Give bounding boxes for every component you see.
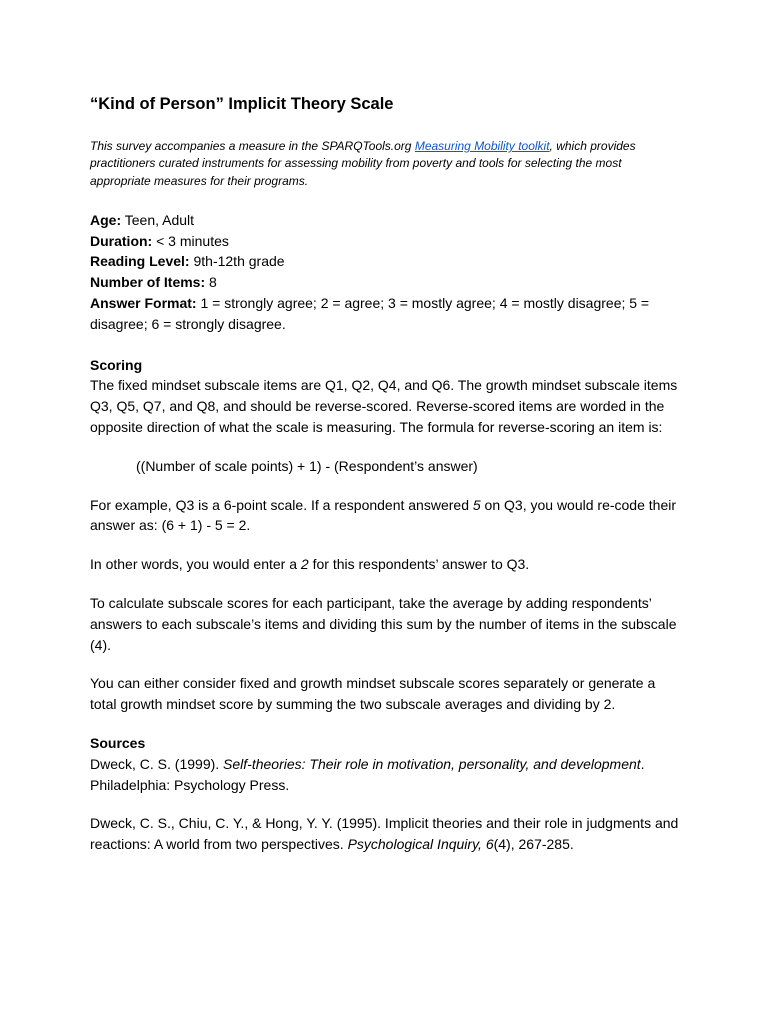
detail-value: 1 = strongly agree; 2 = agree; 3 = mostly agree; 4 = mostly disagree; 5 = disagree; 6 = strongly disagree. <box>90 295 650 332</box>
source-1-after: . Philadelphia: Psychology Press. <box>90 755 645 793</box>
detail-value: < 3 minutes <box>152 232 229 249</box>
example-text-before: For example, Q3 is a 6-point scale. If a respondent answered <box>90 496 473 513</box>
sources-heading: Sources <box>90 735 146 752</box>
example-paragraph <box>90 495 680 537</box>
reverse-scoring-formula: ((Number of scale points) + 1) - (Respondent’s answer) <box>136 457 478 474</box>
detail-label: Age: <box>90 211 122 228</box>
example-italic-value: 5 <box>472 496 481 513</box>
detail-value: Teen, Adult <box>121 211 195 228</box>
scoring-section <box>90 355 680 438</box>
source-1-title: Self-theories: Their role in motivation, personality, and development <box>223 755 641 772</box>
source-2-after: (4), 267-285. <box>493 836 574 853</box>
other-text-after: for this respondents’ answer to Q3. <box>308 556 530 573</box>
detail-label: Reading Level: <box>90 253 190 270</box>
detail-label: Duration: <box>90 232 153 249</box>
intro-text-before: This survey accompanies a measure in the SPARQTools.org <box>90 139 415 153</box>
detail-label: Answer Format: <box>90 295 197 312</box>
other-words-paragraph <box>90 554 680 575</box>
calculate-paragraph: To calculate subscale scores for each participant, take the average by adding respondents’ answers to each subscale’s items and dividing this sum by the number of items in the subscale (4). <box>90 595 677 653</box>
measure-details <box>90 210 680 335</box>
detail-duration <box>90 231 680 252</box>
measuring-mobility-toolkit-link[interactable]: Measuring Mobility toolkit <box>414 139 550 153</box>
scoring-heading: Scoring <box>90 356 143 373</box>
page-title: “Kind of Person” Implicit Theory Scale <box>90 95 394 113</box>
source-2-before: Dweck, C. S., Chiu, C. Y., & Hong, Y. Y. (1995). Implicit theories and their role in judgments and reactions: A world from two perspectives. <box>90 815 679 853</box>
detail-answer-format <box>90 293 680 335</box>
sources-section <box>90 733 680 795</box>
other-text-before: In other words, you would enter a <box>90 556 301 573</box>
intro-text-after: , which provides practitioners curated instruments for assessing mobility from poverty and tools for selecting the most appropriate measures for their programs. <box>90 139 636 188</box>
detail-value: 9th-12th grade <box>189 253 285 270</box>
example-text-after: on Q3, you would re-code their answer as: (6 + 1) - 5 = 2. <box>90 496 677 534</box>
other-italic-value: 2 <box>300 556 309 573</box>
source-1-before: Dweck, C. S. (1999). <box>90 755 224 772</box>
source-2-journal: Psychological Inquiry, 6 <box>347 836 494 853</box>
detail-number-of-items <box>90 272 680 293</box>
source-2 <box>90 813 680 855</box>
scoring-body: The fixed mindset subscale items are Q1, Q2, Q4, and Q6. The growth mindset subscale items Q3, Q5, Q7, and Q8, and should be reverse-scored. Reverse-scored items are worded in the opposite direction of what the scale is measuring. The formula for reverse-scoring an item is: <box>90 377 678 436</box>
detail-label: Number of Items: <box>90 274 206 291</box>
detail-reading-level <box>90 251 680 272</box>
detail-age <box>90 210 680 231</box>
detail-value: 8 <box>205 274 217 291</box>
document-body <box>90 92 680 873</box>
total-score-paragraph: You can either consider fixed and growth mindset subscale scores separately or generate a total growth mindset score by summing the two subscale averages and dividing by 2. <box>90 675 656 713</box>
intro-paragraph <box>90 138 680 190</box>
